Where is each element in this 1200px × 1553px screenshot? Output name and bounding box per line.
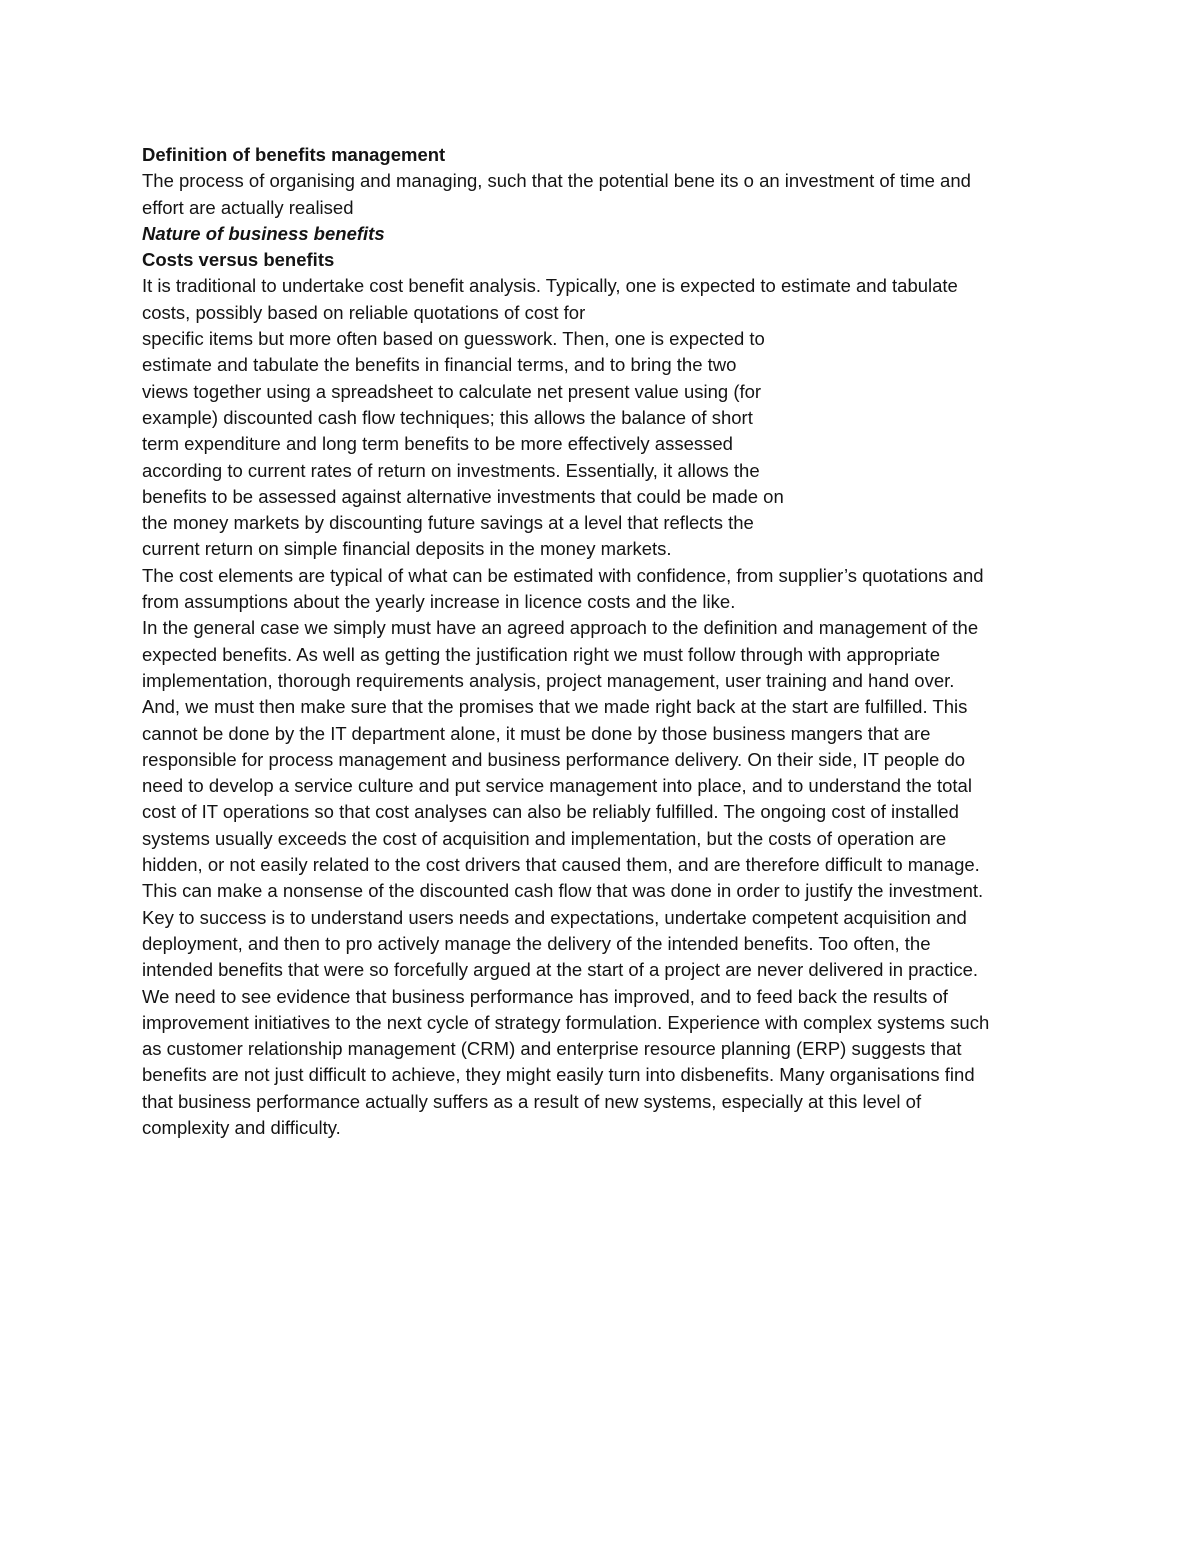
definition-line: The process of organising and managing, such that the potential bene its o an investment of time and <box>142 170 971 192</box>
body-line: complexity and difficulty. <box>142 1116 341 1138</box>
body-line: the money markets by discounting future savings at a level that reflects the <box>142 512 754 534</box>
body-line: And, we must then make sure that the promises that we made right back at the start are fulfilled. This <box>142 696 968 718</box>
body-line: costs, possibly based on reliable quotations of cost for <box>142 301 586 323</box>
body-line: views together using a spreadsheet to calculate net present value using (for <box>142 380 762 402</box>
body-line: improvement initiatives to the next cycle of strategy formulation. Experience with complex systems such <box>142 1011 990 1033</box>
body-line: according to current rates of return on investments. Essentially, it allows the <box>142 459 760 481</box>
body-line: It is traditional to undertake cost benefit analysis. Typically, one is expected to estimate and tabulate <box>142 275 958 297</box>
heading-costs: Costs versus benefits <box>142 249 335 271</box>
body-line: implementation, thorough requirements analysis, project management, user training and hand over. <box>142 669 955 691</box>
body-line: benefits to be assessed against alternative investments that could be made on <box>142 485 784 507</box>
body-line: that business performance actually suffers as a result of new systems, especially at this level of <box>142 1090 922 1112</box>
heading-nature: Nature of business benefits <box>142 222 385 244</box>
body-line: In the general case we simply must have an agreed approach to the definition and management of the <box>142 617 979 639</box>
definition-line: effort are actually realised <box>142 196 354 218</box>
body-line: term expenditure and long term benefits to be more effectively assessed <box>142 433 733 455</box>
body-line: This can make a nonsense of the discounted cash flow that was done in order to justify the investment. <box>142 880 984 902</box>
body-line: cost of IT operations so that cost analyses can also be reliably fulfilled. The ongoing cost of installed <box>142 801 959 823</box>
body-line: cannot be done by the IT department alone, it must be done by those business mangers that are <box>142 722 931 744</box>
body-line: need to develop a service culture and put service management into place, and to understand the total <box>142 775 972 797</box>
body-line: The cost elements are typical of what can be estimated with confidence, from supplier’s quotations and <box>142 564 984 586</box>
body-line: deployment, and then to pro actively manage the delivery of the intended benefits. Too often, the <box>142 932 931 954</box>
body-line: responsible for process management and business performance delivery. On their side, IT people do <box>142 748 966 770</box>
heading-definition: Definition of benefits management <box>142 144 446 165</box>
body-line: as customer relationship management (CRM) and enterprise resource planning (ERP) suggests that <box>142 1038 962 1060</box>
body-line: hidden, or not easily related to the cost drivers that caused them, and are therefore difficult to manage. <box>142 854 980 876</box>
body-line: We need to see evidence that business performance has improved, and to feed back the results of <box>142 985 948 1007</box>
body-line: Key to success is to understand users needs and expectations, undertake competent acquisition and <box>142 906 967 928</box>
body-line: benefits are not just difficult to achieve, they might easily turn into disbenefits. Many organisations find <box>142 1064 975 1086</box>
document-body <box>142 142 1072 1141</box>
body-line: specific items but more often based on guesswork. Then, one is expected to <box>142 328 765 350</box>
body-line: from assumptions about the yearly increase in licence costs and the like. <box>142 591 736 613</box>
body-line: intended benefits that were so forcefully argued at the start of a project are never delivered in practice. <box>142 959 979 981</box>
body-line: expected benefits. As well as getting the justification right we must follow through with appropriate <box>142 643 940 665</box>
body-line: example) discounted cash flow techniques; this allows the balance of short <box>142 406 753 428</box>
body-line: estimate and tabulate the benefits in financial terms, and to bring the two <box>142 354 737 376</box>
body-line: systems usually exceeds the cost of acquisition and implementation, but the costs of operation are <box>142 827 947 849</box>
body-line: current return on simple financial deposits in the money markets. <box>142 538 672 560</box>
